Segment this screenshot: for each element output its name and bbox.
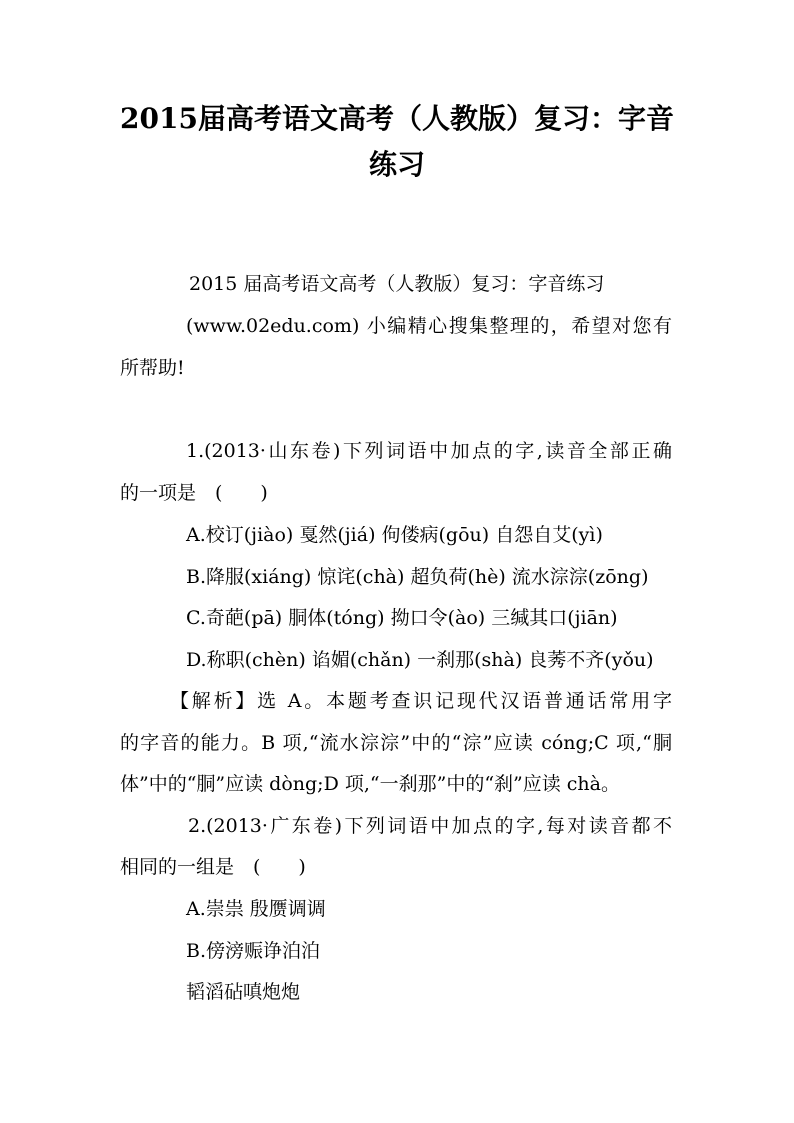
q1-option-c: C.奇葩(pā) 胴体(tóng) 拗口令(ào) 三缄其口(jiān) [186, 607, 618, 629]
q2-stem-line-1: 2.(2013·广东卷)下列词语中加点的字,每对读音都不 [188, 815, 672, 837]
q2-option-a: A.崇祟 殷赝调调 [186, 898, 326, 920]
q2-option-c: 韬滔砧嗔炮炮 [186, 981, 301, 1003]
q1-analysis-line-1: 【解析】选 A。本题考查识记现代汉语普通话常用字 [170, 690, 672, 712]
q1-option-a: A.校订(jiào) 戛然(jiá) 佝偻病(gōu) 自怨自艾(yì) [186, 524, 603, 546]
q1-analysis-line-3: 体”中的“胴”应读 dòng;D 项,“一刹那”中的“刹”应读 chà。 [120, 773, 620, 795]
q1-stem-line-1: 1.(2013·山东卷)下列词语中加点的字,读音全部正确 [186, 440, 672, 462]
intro-line-2: (www.02edu.com) 小编精心搜集整理的，希望对您有 [186, 315, 672, 337]
q1-option-b: B.降服(xiáng) 惊诧(chà) 超负荷(hè) 流水淙淙(zōng) [186, 566, 649, 588]
title-line-2: 练习 [368, 148, 425, 181]
document-title [100, 96, 694, 188]
q1-option-d: D.称职(chèn) 谄媚(chǎn) 一刹那(shà) 良莠不齐(yǒu) [186, 649, 654, 671]
q2-option-b: B.傍滂赈诤泊泊 [186, 940, 321, 962]
q1-stem-line-2: 的一项是 ( ) [120, 482, 268, 504]
intro-line-3: 所帮助! [120, 357, 185, 379]
q1-analysis-line-2: 的字音的能力。B 项,“流水淙淙”中的“淙”应读 cóng;C 项,“胴 [120, 732, 672, 754]
title-line-1: 2015届高考语文高考（人教版）复习：字音 [120, 102, 674, 135]
intro-line-1: 2015 届高考语文高考（人教版）复习：字音练习 [189, 273, 605, 295]
q2-stem-line-2: 相同的一组是 ( ) [120, 856, 306, 878]
